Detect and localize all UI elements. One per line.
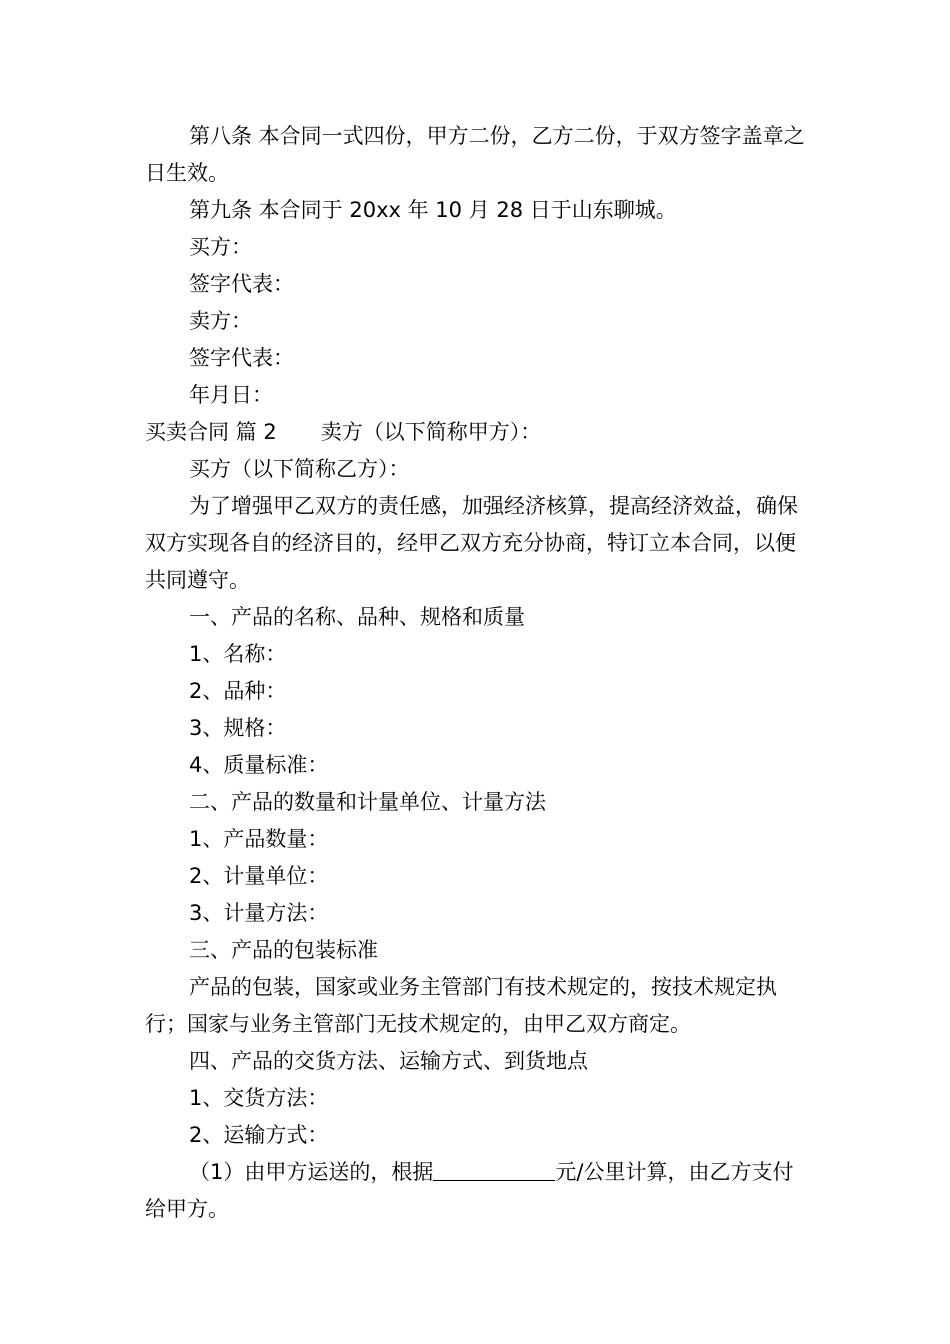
buyer-signature-label: 签字代表： [189, 272, 294, 296]
buyer-party: 买方（以下简称乙方）： [189, 457, 410, 481]
transport-rate-blank[interactable] [433, 1158, 555, 1181]
date-label: 年月日： [189, 383, 273, 407]
clause-2-item-1: 1、产品数量： [189, 827, 329, 851]
seller-signature-label: 签字代表： [189, 346, 294, 370]
clause-4-item-2-1 [145, 1154, 809, 1228]
seller-label: 卖方： [189, 309, 252, 333]
clause-4-item-2: 2、运输方式： [189, 1123, 329, 1147]
article-9: 第九条 本合同于 20xx 年 10 月 28 日于山东聊城。 [189, 198, 677, 222]
section-heading [145, 414, 809, 451]
clause-4-heading: 四、产品的交货方法、运输方式、到货地点 [189, 1049, 588, 1073]
clause-2-item-3: 3、计量方法： [189, 901, 329, 925]
clause-1-heading: 一、产品的名称、品种、规格和质量 [189, 605, 525, 629]
document-page [145, 118, 809, 1228]
transport-rate-prefix: （1）由甲方运送的，根据 [189, 1160, 434, 1184]
clause-3-heading: 三、产品的包装标准 [189, 938, 378, 962]
article-8: 第八条 本合同一式四份，甲方二份，乙方二份，于双方签字盖章之日生效。 [145, 124, 805, 185]
intro-paragraph: 为了增强甲乙双方的责任感，加强经济核算，提高经济效益，确保双方实现各自的经济目的，经甲乙双方充分协商，特订立本合同，以便共同遵守。 [145, 494, 798, 592]
section-title: 买卖合同 篇 2 [145, 420, 277, 444]
clause-1-item-3: 3、规格： [189, 716, 287, 740]
seller-party: 卖方（以下简称甲方）： [320, 420, 542, 444]
clause-3-text: 产品的包装，国家或业务主管部门有技术规定的，按技术规定执行；国家与业务主管部门无技术规定的，由甲乙双方商定。 [145, 975, 777, 1036]
clause-1-item-2: 2、品种： [189, 679, 287, 703]
buyer-label: 买方： [189, 235, 252, 259]
clause-2-heading: 二、产品的数量和计量单位、计量方法 [189, 790, 546, 814]
clause-4-item-1: 1、交货方法： [189, 1086, 329, 1110]
clause-1-item-4: 4、质量标准： [189, 753, 329, 777]
transport-rate-suffix: 元/公里计算，由乙方支付给甲方。 [145, 1160, 794, 1221]
clause-1-item-1: 1、名称： [189, 642, 287, 666]
clause-2-item-2: 2、计量单位： [189, 864, 329, 888]
